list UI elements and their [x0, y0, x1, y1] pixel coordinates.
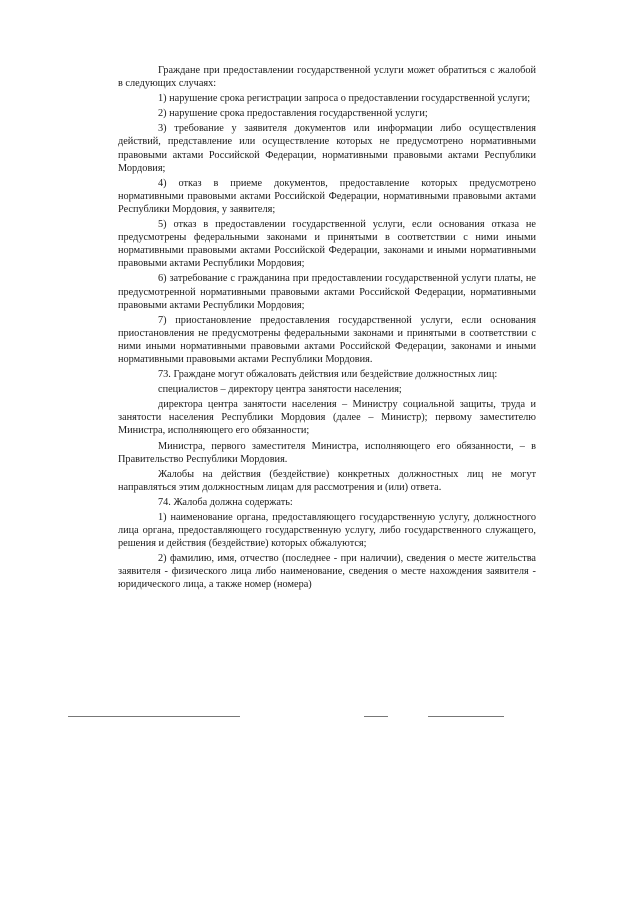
paragraph-74-item-2: 2) фамилию, имя, отчество (последнее - при наличии), сведения о месте жительства заявителя - физического лица либо наименование, сведения о месте нахождения заявителя - юридического лица, а также номер (номера): [118, 553, 536, 591]
scan-line-left: [68, 716, 240, 717]
paragraph-intro: Граждане при предоставлении государственной услуги может обратиться с жалобой в следующих случаях:: [118, 65, 536, 90]
paragraph-complaints-note: Жалобы на действия (бездействие) конкретных должностных лиц не могут направляться этим должностным лицам для рассмотрения и (или) ответа.: [118, 468, 536, 493]
paragraph-item-5: 5) отказ в предоставлении государственной услуги, если основания отказа не предусмотрены федеральными законами и принятыми в соответствии с ними иными нормативными правовыми актами Российской Федерации, законами и иными нормативными правовыми актами Республики Мордовия;: [118, 219, 536, 270]
paragraph-item-4: 4) отказ в приеме документов, предоставление которых предусмотрено нормативными правовыми актами Российской Федерации, нормативными правовыми актами Республики Мордовия, у заявителя;: [118, 177, 536, 215]
scan-line-middle: [364, 716, 388, 717]
paragraph-center-director: директора центра занятости населения – Министру социальной защиты, труда и занятости населения Республики Мордовия (далее – Министр); первому заместителю Министра, исполняющего его обязанности;: [118, 399, 536, 437]
paragraph-item-2: 2) нарушение срока предоставления государственной услуги;: [158, 108, 428, 120]
scan-line-right: [428, 716, 504, 717]
paragraph-74-item-1: 1) наименование органа, предоставляющего государственную услугу, должностного лица органа, предоставляющего государственную услугу, либо государственного служащего, решения и действия (бездействие) которых обжалуются;: [118, 512, 536, 550]
document-body: [118, 64, 536, 594]
paragraph-item-3: 3) требование у заявителя документов или информации либо осуществления действий, представление или осуществление которых не предусмотрено нормативными правовыми актами Российской Федерации, нормативными правовыми актами Республики Мордовия;: [118, 123, 536, 174]
paragraph-section-73: 73. Граждане могут обжаловать действия или бездействие должностных лиц:: [158, 369, 498, 381]
paragraph-specialists: специалистов – директору центра занятости населения;: [158, 384, 402, 396]
paragraph-item-7: 7) приостановление предоставления государственной услуги, если основания приостановления не предусмотрены федеральными законами и принятыми в соответствии с ними иными нормативными правовыми актами Российской Федерации, законами и иными нормативными правовыми актами Республики Мордовия.: [118, 314, 536, 365]
paragraph-section-74: 74. Жалоба должна содержать:: [158, 496, 293, 508]
paragraph-item-1: 1) нарушение срока регистрации запроса о предоставлении государственной услуги;: [158, 93, 531, 105]
paragraph-minister: Министра, первого заместителя Министра, исполняющего его обязанности, – в Правительство Республики Мордовия.: [118, 440, 536, 465]
paragraph-item-6: 6) затребование с гражданина при предоставлении государственной услуги платы, не предусмотренной нормативными правовыми актами Российской Федерации, нормативными правовыми актами Республики Мордовия;: [118, 273, 536, 311]
